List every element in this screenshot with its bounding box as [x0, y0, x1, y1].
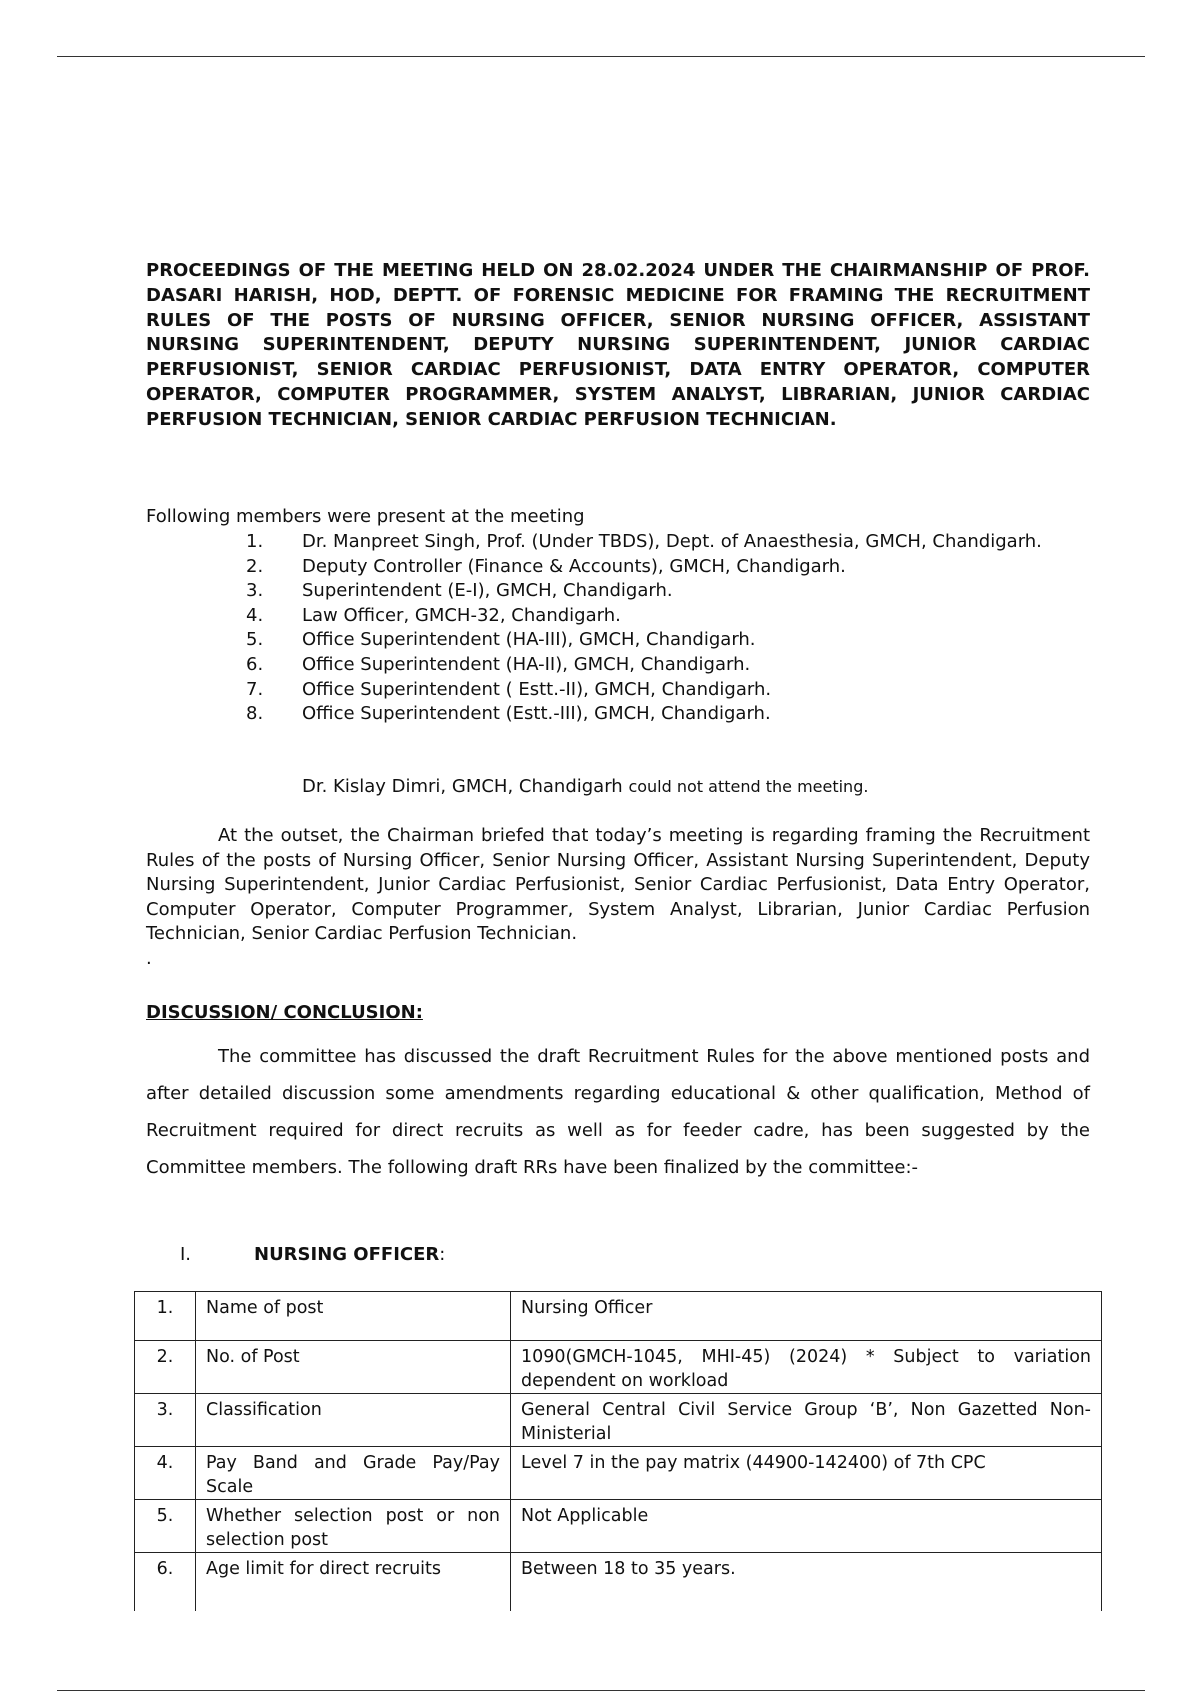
recruitment-rules-table	[134, 1291, 1102, 1611]
members-intro: Following members were present at the meeting	[146, 506, 585, 527]
table-row: 6. Age limit for direct recruits Between 18 to 35 years.	[135, 1553, 1102, 1612]
list-item: 2. Deputy Controller (Finance & Accounts), GMCH, Chandigarh.	[246, 555, 846, 577]
absent-member-remark: could not attend the meeting.	[628, 777, 869, 796]
table-row: 3. Classification General Central Civil Service Group ‘B’, Non Gazetted Non-Ministerial	[135, 1394, 1102, 1447]
table-row: 1. Name of post Nursing Officer	[135, 1292, 1102, 1341]
absent-member-note	[302, 776, 868, 797]
list-item: 7. Office Superintendent ( Estt.-II), GMCH, Chandigarh.	[246, 678, 772, 700]
list-item: 8. Office Superintendent (Estt.-III), GMCH, Chandigarh.	[246, 703, 771, 725]
section-number: I.	[180, 1244, 192, 1265]
discussion-heading: DISCUSSION/ CONCLUSION:	[146, 1002, 423, 1023]
list-item: 3. Superintendent (E-I), GMCH, Chandigarh.	[246, 580, 673, 602]
section-label: NURSING OFFICER	[254, 1244, 440, 1265]
table-row: 2. No. of Post 1090(GMCH-1045, MHI-45) (2024) * Subject to variation dependent on workload	[135, 1341, 1102, 1394]
table-row: 5. Whether selection post or non selection post Not Applicable	[135, 1500, 1102, 1553]
table-row: 4. Pay Band and Grade Pay/Pay Scale Level 7 in the pay matrix (44900-142400) of 7th CPC	[135, 1447, 1102, 1500]
list-item: 5. Office Superintendent (HA-III), GMCH, Chandigarh.	[246, 629, 756, 651]
list-item: 4. Law Officer, GMCH-32, Chandigarh.	[246, 604, 621, 626]
top-rule	[57, 56, 1145, 57]
section-heading: I. NURSING OFFICER:	[180, 1244, 446, 1265]
list-item: 6. Office Superintendent (HA-II), GMCH, Chandigarh.	[246, 653, 751, 675]
list-item: 1. Dr. Manpreet Singh, Prof. (Under TBDS), Dept. of Anaesthesia, GMCH, Chandigarh.	[246, 531, 1042, 552]
document-title: PROCEEDINGS OF THE MEETING HELD ON 28.02.2024 UNDER THE CHAIRMANSHIP OF PROF. DASARI HARISH, HOD, DEPTT. OF FORENSIC MEDICINE FOR FRAMING THE RECRUITMENT RULES OF THE POSTS OF NURSING OFFICER, SENIOR NURSING OFFICER, ASSISTANT NURSING SUPERINTENDENT, DEPUTY NURSING SUPERINTENDENT, JUNIOR CARDIAC PERFUSIONIST, SENIOR CARDIAC PERFUSIONIST, DATA ENTRY OPERATOR, COMPUTER OPERATOR, COMPUTER PROGRAMMER, SYSTEM ANALYST, LIBRARIAN, JUNIOR CARDIAC PERFUSION TECHNICIAN, SENIOR CARDIAC PERFUSION TECHNICIAN.	[146, 260, 1090, 430]
absent-member-name: Dr. Kislay Dimri, GMCH, Chandigarh	[302, 776, 623, 797]
discussion-paragraph: The committee has discussed the draft Recruitment Rules for the above mentioned posts and after detailed discussion some amendments regarding educational & other qualification, Method of Recruitment required for direct recruits as well as for feeder cadre, has been suggested by the Committee members. The following draft RRs have been finalized by the committee:-	[146, 1046, 1090, 1178]
stray-dot: .	[146, 948, 152, 969]
members-list	[246, 530, 1090, 727]
outset-paragraph: At the outset, the Chairman briefed that today’s meeting is regarding framing the Recruitment Rules of the posts of Nursing Officer, Senior Nursing Officer, Assistant Nursing Superintendent, Deputy Nursing Superintendent, Junior Cardiac Perfusionist, Senior Cardiac Perfusionist, Data Entry Operator, Computer Operator, Computer Programmer, System Analyst, Librarian, Junior Cardiac Perfusion Technician, Senior Cardiac Perfusion Technician.	[146, 825, 1090, 945]
bottom-rule	[57, 1690, 1145, 1691]
